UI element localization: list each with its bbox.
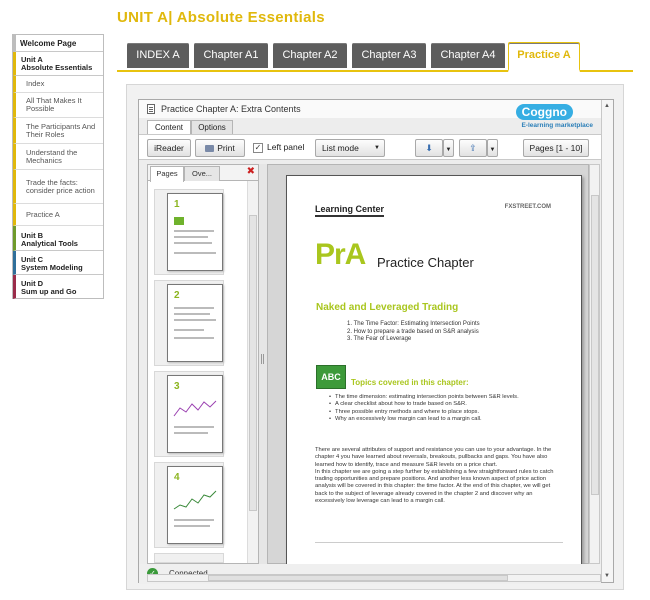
page-scroll-thumb[interactable] bbox=[591, 195, 599, 495]
panel-tab-overview[interactable]: Ove... bbox=[184, 166, 220, 181]
thumbnail-line bbox=[174, 313, 210, 315]
nav-unit-b[interactable]: Unit B Analytical Tools bbox=[13, 226, 103, 251]
topic-item: • Three possible entry methods and where to place stops. bbox=[329, 409, 519, 416]
topics-heading: Topics covered in this chapter: bbox=[351, 378, 469, 387]
toc-item: 2. How to prepare a trade based on S&R analysis bbox=[347, 328, 479, 335]
grip-icon bbox=[261, 354, 264, 364]
tab-practice-a[interactable]: Practice A bbox=[508, 42, 580, 72]
thumbnail-line bbox=[174, 252, 216, 254]
nav-item-all-that-makes-it-possible[interactable]: All That Makes It Possible bbox=[13, 93, 103, 118]
logo-tagline: E-learning marketplace bbox=[521, 122, 593, 129]
page-scrollbar[interactable] bbox=[589, 164, 600, 564]
panel-scrollbar[interactable] bbox=[247, 181, 258, 563]
tab-chapter-a1[interactable]: Chapter A1 bbox=[194, 43, 268, 68]
nav-item-mechanics[interactable]: Understand the Mechanics bbox=[13, 144, 103, 170]
thumbnail-line bbox=[174, 426, 214, 428]
paragraph: In this chapter we are going a step further by establishing a few straightforward rules to catch trading opportunities and prepare positions. And another less known aspect of price action analysis will be covered in this chapter: the time factor. At the end of this chapter, we will get back to the subject of leverage already covered in the chapter 2 and discover why an excessively low leverage can lead to a margin call. bbox=[315, 468, 554, 505]
print-button[interactable] bbox=[195, 139, 245, 157]
viewer-toolbar bbox=[139, 134, 601, 160]
topic-item: • Why an excessively low margin can lead to a margin call. bbox=[329, 416, 519, 423]
thumbnail-slot[interactable] bbox=[154, 553, 224, 563]
tab-chapter-a3[interactable]: Chapter A3 bbox=[352, 43, 426, 68]
nav-welcome-page[interactable]: Welcome Page bbox=[13, 35, 103, 52]
pages-panel bbox=[147, 164, 259, 564]
document-viewer bbox=[138, 99, 614, 583]
page-area bbox=[267, 164, 589, 564]
page-thumbnail[interactable] bbox=[167, 375, 223, 453]
chapter-toc bbox=[347, 321, 480, 344]
thumbnail-chart bbox=[174, 489, 216, 513]
fxstreet-logo: FXSTREET.COM bbox=[504, 204, 551, 210]
thumbnail-line bbox=[174, 242, 212, 244]
thumbnail-line bbox=[174, 230, 214, 232]
thumbnail-line bbox=[174, 432, 208, 434]
left-navigation bbox=[12, 34, 104, 299]
unit-title: UNIT A| Absolute Essentials bbox=[117, 9, 325, 26]
content-frame bbox=[126, 84, 624, 590]
document-page bbox=[286, 175, 582, 575]
thumbnail-number: 4 bbox=[174, 472, 180, 483]
download-dropdown[interactable] bbox=[443, 139, 454, 157]
tab-chapter-a2[interactable]: Chapter A2 bbox=[273, 43, 347, 68]
horizontal-scrollbar[interactable] bbox=[147, 574, 601, 582]
thumbnail-line bbox=[174, 525, 210, 527]
nav-item-index[interactable]: Index bbox=[13, 76, 103, 93]
viewer-scrollbar[interactable] bbox=[601, 100, 613, 582]
print-label: Print bbox=[217, 143, 235, 153]
close-icon[interactable]: ✖ bbox=[246, 166, 255, 177]
toc-item: 1. The Time Factor: Estimating Intersection Points bbox=[347, 321, 480, 327]
left-panel-label: Left panel bbox=[267, 142, 305, 152]
tab-content[interactable]: Content bbox=[147, 120, 191, 134]
abc-icon: ABC bbox=[316, 365, 346, 389]
list-mode-value: List mode bbox=[322, 143, 359, 153]
scroll-down-icon[interactable]: ▼ bbox=[604, 573, 610, 579]
thumbnail-line bbox=[174, 319, 216, 321]
thumbnail-slot[interactable] bbox=[154, 371, 224, 457]
thumbnail-number: 3 bbox=[174, 381, 180, 392]
share-dropdown[interactable] bbox=[487, 139, 498, 157]
tab-options[interactable]: Options bbox=[191, 120, 233, 134]
thumbnail-slot[interactable] bbox=[154, 280, 224, 366]
nav-unit-d[interactable]: Unit D Sum up and Go bbox=[13, 275, 103, 299]
share-icon: ⇪ bbox=[469, 143, 477, 153]
ireader-button[interactable]: iReader bbox=[147, 139, 191, 157]
topics-list bbox=[329, 394, 519, 423]
learning-center-header: Learning Center bbox=[315, 204, 384, 217]
chapter-kind: Practice Chapter bbox=[377, 255, 474, 270]
chevron-down-icon: ▼ bbox=[489, 147, 496, 153]
printer-icon bbox=[205, 145, 214, 152]
thumbnail-line bbox=[174, 337, 214, 339]
logo-wordmark: Coggno bbox=[516, 104, 573, 120]
topic-item: • The time dimension: estimating intersection points between S&R levels. bbox=[329, 394, 519, 401]
paragraph: There are several attributes of support and resistance you can use to your advantage. In the chapter 4 you have learned about reversals, breakouts, pullbacks and gaps. You have also learned how to identify, trace and measure S&R levels on a price chart. bbox=[315, 447, 552, 468]
thumbnail-chart bbox=[174, 398, 216, 420]
nav-item-practice-a[interactable]: Practice A bbox=[13, 204, 103, 226]
chapter-tabbar bbox=[117, 42, 633, 72]
pages-range-button[interactable]: Pages [1 - 10] bbox=[523, 139, 589, 157]
chapter-title: Naked and Leveraged Trading bbox=[316, 302, 459, 313]
coggno-logo[interactable] bbox=[489, 104, 593, 134]
body-text bbox=[315, 447, 563, 505]
thumbnail-line bbox=[174, 236, 208, 238]
chevron-down-icon: ▼ bbox=[445, 147, 452, 153]
thumbnail-number: 1 bbox=[174, 199, 180, 210]
document-icon bbox=[147, 104, 155, 114]
download-icon: ⬇ bbox=[425, 143, 433, 153]
horizontal-scroll-thumb[interactable] bbox=[208, 575, 508, 581]
panel-splitter[interactable] bbox=[259, 164, 267, 564]
thumbnail-slot[interactable] bbox=[154, 189, 224, 275]
thumbnail-number: 2 bbox=[174, 290, 180, 301]
page-thumbnail[interactable] bbox=[167, 284, 223, 362]
chevron-down-icon: ▼ bbox=[374, 145, 380, 151]
chapter-code: PrA bbox=[315, 238, 366, 271]
page-thumbnail[interactable] bbox=[167, 193, 223, 271]
share-button[interactable] bbox=[459, 139, 487, 157]
nav-unit-a[interactable]: Unit A Absolute Essentials bbox=[13, 52, 103, 76]
topic-item: • A clear checklist about how to trade based on S&R. bbox=[329, 401, 519, 408]
toc-item: 3. The Fear of Leverage bbox=[347, 336, 412, 342]
thumbnail-line bbox=[174, 519, 214, 521]
panel-tab-pages[interactable]: Pages bbox=[150, 166, 184, 182]
list-mode-select[interactable] bbox=[315, 139, 385, 157]
viewer-title: Practice Chapter A: Extra Contents bbox=[161, 104, 301, 114]
left-panel-checkbox[interactable]: ✓ bbox=[254, 143, 262, 152]
thumbnail-image bbox=[174, 217, 184, 225]
page-divider bbox=[315, 542, 563, 543]
thumbnail-line bbox=[174, 307, 214, 309]
panel-scroll-thumb[interactable] bbox=[249, 215, 257, 511]
page-thumbnail[interactable] bbox=[167, 466, 223, 544]
scroll-up-icon[interactable]: ▲ bbox=[604, 103, 610, 109]
download-button[interactable] bbox=[415, 139, 443, 157]
panel-tabs bbox=[148, 165, 258, 181]
nav-unit-c[interactable]: Unit C System Modeling bbox=[13, 251, 103, 275]
thumbnail-slot[interactable] bbox=[154, 462, 224, 548]
tab-chapter-a4[interactable]: Chapter A4 bbox=[431, 43, 505, 68]
tab-index-a[interactable]: INDEX A bbox=[127, 43, 189, 68]
thumbnail-line bbox=[174, 329, 204, 331]
nav-item-trade-the-facts[interactable]: Trade the facts: consider price action bbox=[13, 170, 103, 204]
nav-item-participants[interactable]: The Participants And Their Roles bbox=[13, 118, 103, 144]
